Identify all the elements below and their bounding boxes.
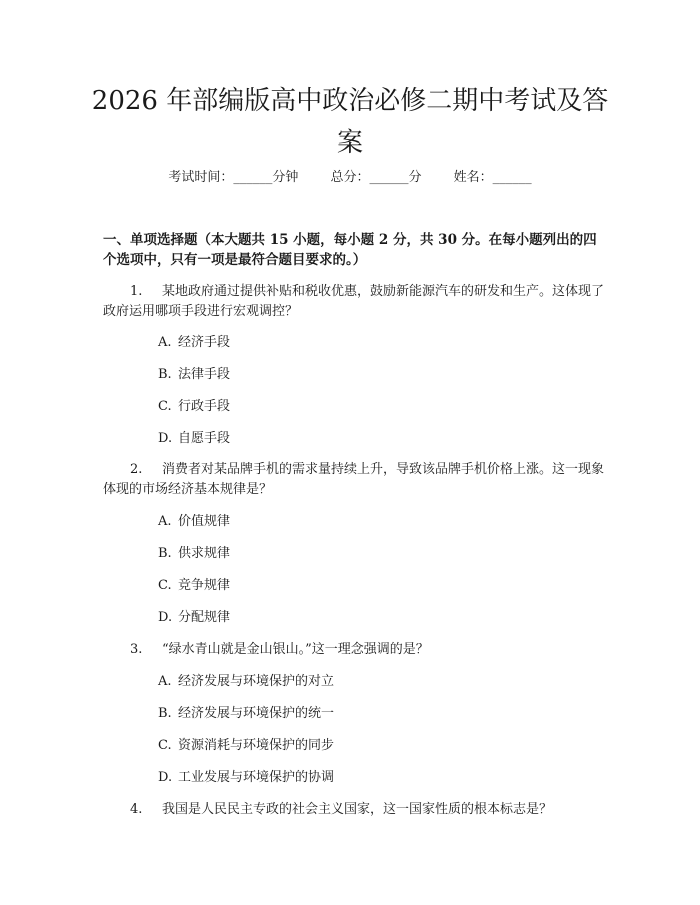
question-text: 我国是人民民主专政的社会主义国家，这一国家性质的根本标志是？	[162, 802, 553, 817]
option-text: 工业发展与环境保护的协调	[178, 770, 335, 785]
option-text: 经济发展与环境保护的对立	[178, 674, 335, 689]
section-heading: 一、单项选择题（本大题共 15 小题，每小题 2 分，共 30 分。在每小题列出的四个选项中，只有一项是最符合题目要求的。）	[103, 232, 597, 268]
option-letter: B.	[158, 546, 172, 561]
question-1-option-a	[158, 333, 230, 353]
question-text: 消费者对某品牌手机的需求量持续上升，导致该品牌手机价格上涨。这一现象体现的市场经济基本规律是？	[103, 462, 605, 497]
option-letter: A.	[158, 674, 172, 689]
student-name-field: 姓名：______	[453, 170, 532, 185]
question-number: 1.	[130, 284, 143, 299]
option-text: 法律手段	[178, 367, 231, 382]
question-3-option-c	[158, 736, 334, 756]
question-1-stem	[103, 282, 605, 322]
option-letter: D.	[158, 610, 173, 625]
question-text: “绿水青山就是金山银山。”这一理念强调的是？	[162, 642, 429, 657]
option-text: 行政手段	[178, 399, 231, 414]
total-score-field: 总分：______分	[330, 170, 422, 185]
exam-title-line-1: 2026 年部编版高中政治必修二期中考试及答	[91, 86, 609, 116]
option-letter: D.	[158, 431, 173, 446]
option-letter: C.	[158, 738, 172, 753]
exam-title	[60, 80, 640, 164]
option-letter: C.	[158, 399, 172, 414]
question-2-option-d	[158, 608, 230, 628]
question-3-option-b	[158, 704, 334, 724]
exam-time-field: 考试时间：______分钟	[168, 170, 299, 185]
question-1-option-b	[158, 365, 230, 385]
option-letter: D.	[158, 770, 173, 785]
option-text: 价值规律	[178, 514, 231, 529]
question-number: 3.	[130, 642, 143, 657]
exam-title-line-2: 案	[336, 128, 363, 158]
question-3-option-a	[158, 672, 334, 692]
question-4-stem	[103, 800, 605, 820]
question-number: 2.	[130, 462, 143, 477]
option-text: 经济发展与环境保护的统一	[178, 706, 335, 721]
option-letter: A.	[158, 514, 172, 529]
question-2-option-a	[158, 512, 230, 532]
option-text: 分配规律	[178, 610, 231, 625]
option-letter: B.	[158, 367, 172, 382]
question-2-option-c	[158, 576, 230, 596]
option-letter: A.	[158, 335, 172, 350]
question-3-option-d	[158, 768, 334, 788]
option-text: 自愿手段	[178, 431, 231, 446]
question-text: 某地政府通过提供补贴和税收优惠，鼓励新能源汽车的研发和生产。这体现了政府运用哪项手段进行宏观调控？	[103, 284, 605, 319]
option-text: 资源消耗与环境保护的同步	[178, 738, 335, 753]
option-text: 竞争规律	[178, 578, 231, 593]
question-1-option-d	[158, 429, 230, 449]
option-letter: B.	[158, 706, 172, 721]
exam-meta	[0, 168, 700, 188]
question-3-stem	[103, 640, 605, 660]
option-text: 供求规律	[178, 546, 231, 561]
question-1-option-c	[158, 397, 230, 417]
question-2-stem	[103, 460, 605, 500]
question-number: 4.	[130, 802, 143, 817]
option-letter: C.	[158, 578, 172, 593]
option-text: 经济手段	[178, 335, 231, 350]
question-2-option-b	[158, 544, 230, 564]
